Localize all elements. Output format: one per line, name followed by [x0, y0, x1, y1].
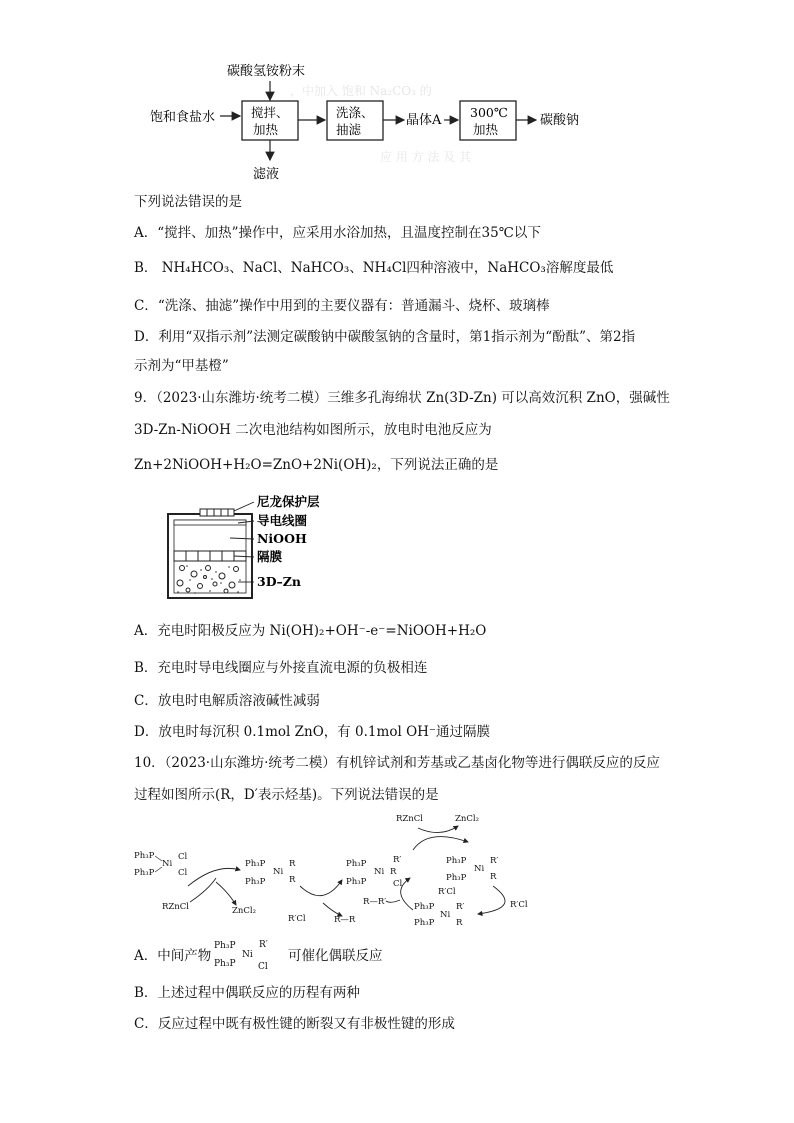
watermark-text: ，中加入 饱和 Na₂CO₃ 的	[290, 84, 432, 98]
flow-bottom-output: 滤液	[253, 167, 280, 182]
q8-option-a: A．“搅拌、加热”操作中，应采用水浴加热，且温度控制在35℃以下	[134, 225, 541, 241]
label-nylon: 尼龙保护层	[257, 494, 320, 509]
svg-text:Ph₃P: Ph₃P	[414, 918, 435, 928]
svg-text:Cl: Cl	[178, 852, 188, 862]
flow-box3-line2: 加热	[473, 122, 499, 137]
q8-option-d-line1: D．利用“双指示剂”法测定碳酸钠中碳酸氢钠的含量时，第1指示剂为“酚酞”、第2指	[134, 329, 636, 345]
product-r-rp: R—R′	[363, 897, 387, 907]
svg-text:Cl: Cl	[178, 868, 188, 878]
q10-option-a-post: 可催化偶联反应	[288, 948, 383, 964]
svg-text:Ph₃P: Ph₃P	[446, 856, 467, 866]
complex-nicl2	[134, 851, 188, 878]
reagent-rzncl-2: RZnCl	[396, 814, 424, 824]
svg-text:Ph₃P: Ph₃P	[214, 959, 236, 969]
complex-ni-rpcl	[414, 887, 464, 928]
arrow-step-3	[413, 837, 468, 850]
svg-text:R′: R′	[490, 856, 499, 866]
arrow-rrp-out	[386, 900, 400, 902]
svg-text:Cl: Cl	[393, 879, 403, 889]
svg-text:R′: R′	[456, 902, 465, 912]
svg-text:Ph₃P: Ph₃P	[346, 877, 367, 887]
svg-text:R′Cl: R′Cl	[438, 887, 456, 897]
q9-stem-line2: 3D-Zn-NiOOH 二次电池结构如图所示，放电时电池反应为	[134, 422, 492, 438]
svg-text:Ph₃P: Ph₃P	[414, 902, 435, 912]
flow-top-input: 碳酸氢铵粉末	[227, 64, 306, 79]
label-3d-zn: 3D–Zn	[257, 574, 302, 589]
q9-option-a: A．充电时阳极反应为 Ni(OH)₂+OH⁻-e⁻=NiOOH+H₂O	[134, 623, 487, 639]
q8-option-c: C．“洗涤、抽滤”操作中用到的主要仪器有：普通漏斗、烧杯、玻璃棒	[134, 298, 550, 314]
svg-text:Ni: Ni	[474, 864, 485, 874]
arrow-step-1	[188, 868, 240, 886]
svg-text:R′: R′	[259, 940, 268, 950]
arrow-rzncl-zncl2	[418, 826, 458, 833]
svg-text:R: R	[289, 875, 296, 885]
svg-text:Ph₃P: Ph₃P	[134, 851, 155, 861]
svg-text:Ph₃P: Ph₃P	[134, 868, 155, 878]
label-separator: 隔膜	[257, 549, 283, 564]
q10-stem-line1: 10．（2023·山东潍坊·统考二模）有机锌试剂和芳基或乙基卤化物等进行偶联反应的反应	[134, 755, 660, 771]
q10-option-b: B．上述过程中偶联反应的历程有两种	[134, 985, 360, 1001]
svg-text:Ph₃P: Ph₃P	[245, 859, 266, 869]
svg-text:Ph₃P: Ph₃P	[346, 859, 367, 869]
svg-text:Ph₃P: Ph₃P	[214, 941, 236, 951]
q9-option-d: D．放电时每沉积 0.1mol ZnO，有 0.1mol OH⁻通过隔膜	[134, 724, 491, 740]
svg-text:Ph₃P: Ph₃P	[446, 873, 467, 883]
product-zncl2-1: ZnCl₂	[232, 906, 257, 916]
flow-box2-line1: 洗涤、	[336, 105, 374, 120]
watermark-text: 应 用 方 法 及 其	[380, 150, 472, 164]
svg-text:R: R	[490, 872, 497, 882]
label-niooh: NiOOH	[257, 531, 307, 546]
svg-text:R: R	[456, 918, 463, 928]
q9-option-c: C．放电时电解质溶液碱性减弱	[134, 693, 320, 709]
flow-left-input: 饱和食盐水	[150, 110, 216, 125]
arrow-zncl2-out	[216, 882, 236, 905]
flow-box1-line2: 加热	[253, 122, 279, 137]
flow-box3-line1: 300℃	[470, 105, 508, 120]
q10-option-a-structure	[212, 934, 278, 974]
reagent-rpcl-1: R′Cl	[288, 914, 306, 924]
q10-option-c: C．反应过程中既有极性键的断裂又有非极性键的形成	[134, 1016, 455, 1032]
svg-text:Cl: Cl	[258, 962, 268, 972]
q10-option-a-pre: A．中间产物	[134, 948, 212, 964]
complex-ni-rp-r	[446, 856, 498, 883]
product-zncl2-2: ZnCl₂	[455, 814, 480, 824]
battery-diagram	[160, 488, 360, 603]
q9-stem-line1: 9．（2023·山东潍坊·统考二模）三维多孔海绵状 Zn(3D-Zn) 可以高效沉积 ZnO，强碱性	[134, 390, 670, 406]
arrow-cycle-right	[478, 886, 505, 914]
label-coil: 导电线圈	[257, 513, 308, 528]
q9-option-b: B．充电时导电线圈应与外接直流电源的负极相连	[134, 660, 428, 676]
reagent-rpcl-2: R′Cl	[510, 900, 528, 910]
complex-nir2	[245, 859, 296, 887]
q8-stem: 下列说法错误的是	[134, 194, 242, 210]
q9-stem-line3: Zn+2NiOOH+H₂O=ZnO+2Ni(OH)₂，下列说法正确的是	[134, 457, 499, 473]
conductive-coil	[174, 520, 246, 525]
arrow-cycle-left	[401, 878, 413, 910]
process-flowchart	[140, 56, 600, 186]
svg-text:Ni: Ni	[162, 859, 173, 869]
svg-text:Ni: Ni	[374, 867, 385, 877]
arrow-step-2	[300, 880, 342, 896]
reagent-rzncl-1: RZnCl	[162, 902, 190, 912]
flow-box1-line1: 搅拌、	[251, 105, 289, 120]
complex-ni-rp-cl	[346, 855, 403, 889]
flow-box2-line2: 抽滤	[336, 122, 362, 137]
svg-text:Ph₃P: Ph₃P	[245, 877, 266, 887]
flow-product: 碳酸钠	[540, 113, 580, 128]
svg-text:R: R	[289, 859, 296, 869]
flow-crystal: 晶体A	[406, 113, 442, 128]
svg-text:R: R	[390, 867, 397, 877]
q10-stem-line2: 过程如图所示(R，D′表示烃基)。下列说法错误的是	[134, 787, 439, 803]
svg-text:Ni: Ni	[242, 950, 253, 960]
q8-option-b: B． NH₄HCO₃、NaCl、NaHCO₃、NH₄Cl四种溶液中，NaHCO₃溶解度最低	[134, 260, 614, 276]
nylon-protective-layer	[200, 509, 234, 516]
svg-text:R′: R′	[393, 855, 402, 865]
catalytic-cycle-scheme	[128, 808, 588, 933]
svg-text:Ni: Ni	[440, 910, 451, 920]
svg-text:Ni: Ni	[273, 867, 284, 877]
product-r-r: R—R	[334, 915, 356, 925]
q8-option-d-line2: 示剂为“甲基橙”	[134, 358, 229, 374]
